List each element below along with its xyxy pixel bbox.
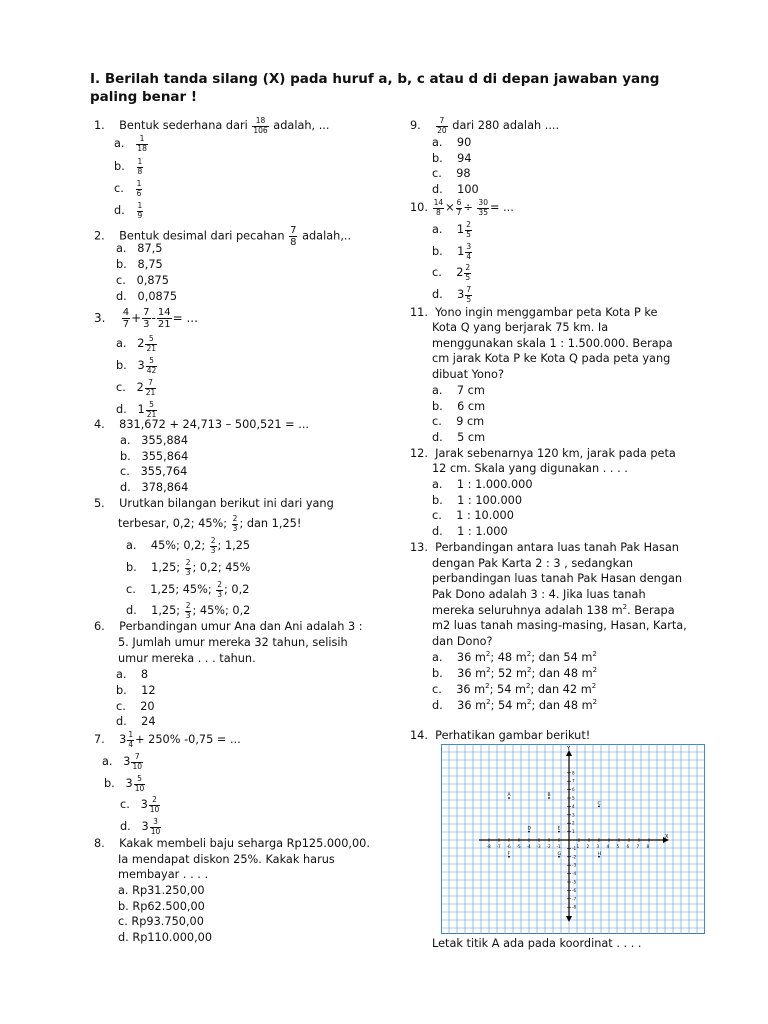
option-12a[interactable]: a. 1 : 1.000.000: [432, 478, 533, 491]
option-6d[interactable]: d. 24: [116, 715, 156, 728]
x-tick-label: 3: [596, 844, 600, 849]
question-6-line2: 5. Jumlah umur mereka 32 tahun, selisih: [118, 636, 348, 649]
option-10d[interactable]: d. 3 $\frac{7}{5}$: [432, 285, 472, 304]
coordinate-grid: [441, 744, 705, 934]
question-13-line3: perbandingan luas tanah Pak Hasan dengan: [432, 572, 683, 585]
x-tick-label: -4: [526, 844, 531, 849]
option-9a[interactable]: a. 90: [432, 136, 472, 149]
option-13a[interactable]: a. 36 $m^2$; 48 $m^2$; dan 54 $m^2$: [432, 650, 597, 664]
question-9: 9. $\frac{7}{20}$ dari 280 adalah ....: [410, 116, 560, 135]
y-axis-label: Y: [567, 746, 571, 752]
option-7c[interactable]: c. 3 $\frac{2}{10}$: [120, 795, 160, 814]
x-tick-label: -5: [516, 844, 521, 849]
y-tick-label: 2: [572, 820, 575, 826]
y-tick-label: -1: [572, 845, 577, 851]
question-2: 2. Bentuk desimal dari pecahan $\frac{7}{8}$ adalah,..: [94, 225, 352, 248]
question-11: 11. Yono ingin menggambar peta Kota P ke: [410, 306, 658, 319]
option-6a[interactable]: a. 8: [116, 668, 149, 681]
question-6-line3: umur mereka . . . tahun.: [118, 652, 256, 665]
y-tick-label: -2: [572, 854, 577, 860]
option-2b[interactable]: b. 8,75: [116, 258, 163, 271]
question-5-line2: terbesar, 0,2; 45%; $\frac{2}{3}$ ; dan 1,25!: [118, 514, 302, 533]
option-13b[interactable]: b. 36 $m^2$; 52 $m^2$; dan 48 $m^2$: [432, 666, 598, 680]
x-tick-label: -7: [496, 844, 501, 849]
x-tick-label: -2: [546, 844, 551, 849]
question-13-line2: dengan Pak Karta 2 : 3 , sedangkan: [432, 557, 634, 570]
question-4: 4. 831,672 + 24,713 – 500,521 = ...: [94, 418, 310, 431]
y-tick-label: 1: [572, 829, 575, 835]
point-label-f: F: [507, 851, 511, 857]
instruction-title: I. Berilah tanda silang (X) pada huruf a, b, c atau d di depan jawaban yang paling benar !: [90, 71, 660, 105]
option-5a[interactable]: a. 45%; 0,2; $\frac{2}{3}$ ; 1,25: [126, 536, 251, 555]
option-2a[interactable]: a. 87,5: [116, 242, 163, 255]
x-axis-label: X: [665, 834, 669, 840]
left-column: [94, 117, 394, 957]
question-5: 5. Urutkan bilangan berikut ini dari yang: [94, 497, 334, 510]
question-8: 8. Kakak membeli baju seharga Rp125.000,00.: [94, 837, 370, 850]
option-10b[interactable]: b. 1 $\frac{3}{4}$: [432, 242, 472, 261]
y-tick-label: 7: [572, 778, 575, 784]
option-7d[interactable]: d. 3 $\frac{3}{10}$: [120, 817, 161, 836]
option-8a[interactable]: a. Rp31.250,00: [118, 884, 205, 897]
point-label-c: C: [597, 801, 601, 807]
option-2c[interactable]: c. 0,875: [116, 274, 169, 287]
option-11d[interactable]: d. 5 cm: [432, 431, 486, 444]
option-5b[interactable]: b. 1,25; $\frac{2}{3}$ ; 0,2; 45%: [126, 558, 251, 577]
option-3a[interactable]: a. 2 $\frac{5}{21}$: [116, 334, 157, 353]
x-tick-label: 2: [586, 844, 590, 849]
y-tick-label: -7: [572, 896, 577, 902]
question-12-line2: 12 cm. Skala yang digunakan . . . .: [432, 462, 628, 475]
option-12c[interactable]: c. 1 : 10.000: [432, 509, 514, 522]
option-4d[interactable]: d. 378,864: [120, 481, 189, 494]
option-11c[interactable]: c. 9 cm: [432, 415, 485, 428]
x-tick-label: -3: [536, 844, 541, 849]
x-tick-label: 5: [616, 844, 620, 849]
question-11-line2: Kota Q yang berjarak 75 km. Ia: [432, 321, 609, 334]
option-10c[interactable]: c. 2 $\frac{2}{5}$: [432, 263, 471, 282]
x-tick-label: 1: [576, 844, 580, 849]
option-9c[interactable]: c. 98: [432, 167, 471, 180]
y-tick-label: 6: [572, 787, 575, 793]
question-11-line3: menggunakan skala 1 : 1.500.000. Berapa: [432, 337, 673, 350]
y-tick-label: -3: [572, 862, 577, 868]
y-tick-label: 4: [572, 803, 575, 809]
option-5c[interactable]: c. 1,25; 45%; $\frac{2}{3}$ ; 0,2: [126, 580, 250, 599]
option-7b[interactable]: b. 3 $\frac{5}{10}$: [104, 774, 145, 793]
option-4a[interactable]: a. 355,884: [120, 434, 189, 447]
point-label-h: H: [597, 851, 601, 857]
point-label-e: E: [557, 826, 561, 832]
question-6: 6. Perbandingan umur Ana dan Ani adalah 3 :: [94, 620, 363, 633]
question-13: 13. Perbandingan antara luas tanah Pak Hasan: [410, 541, 679, 554]
question-12: 12. Jarak sebenarnya 120 km, jarak pada peta: [410, 447, 676, 460]
y-tick-label: 8: [572, 770, 575, 776]
option-10a[interactable]: a. 1 $\frac{2}{5}$: [432, 220, 471, 239]
question-13-line4: Pak Dono adalah 3 : 4. Jika luas tanah: [432, 588, 646, 601]
x-tick-label: 6: [626, 844, 630, 849]
x-tick-label: -6: [506, 844, 511, 849]
y-tick-label: 5: [572, 795, 575, 801]
x-tick-label: 7: [636, 844, 640, 849]
option-1a[interactable]: a. $\frac{1}{18}$: [114, 134, 147, 153]
question-1: 1. Bentuk sederhana dari $\frac{18}{106}$ adalah, ...: [94, 116, 330, 135]
option-12b[interactable]: b. 1 : 100.000: [432, 494, 523, 507]
option-4b[interactable]: b. 355,864: [120, 450, 189, 463]
question-8-line3: membayar . . . .: [118, 868, 209, 881]
option-3b[interactable]: b. 3 $\frac{5}{42}$: [116, 356, 157, 375]
option-9d[interactable]: d. 100: [432, 183, 479, 196]
option-13d[interactable]: d. 36 $m^2$; 54 $m^2$; dan 48 $m^2$: [432, 698, 598, 712]
option-5d[interactable]: d. 1,25; $\frac{2}{3}$ ; 45%; 0,2: [126, 601, 251, 620]
option-9b[interactable]: b. 94: [432, 152, 472, 165]
y-tick-label: -6: [572, 887, 577, 893]
question-10: 10. $\frac{14}{8}$ × $\frac{6}{7}$ ÷ $\frac{30}{35}$ = ...: [410, 198, 514, 217]
point-label-d: D: [527, 826, 531, 832]
option-1c[interactable]: c. $\frac{1}{6}$: [114, 179, 142, 198]
question-14-footer: Letak titik A ada pada koordinat . . . .: [432, 937, 642, 950]
option-11a[interactable]: a. 7 cm: [432, 384, 485, 397]
option-1d[interactable]: d. $\frac{1}{9}$: [114, 201, 143, 220]
y-tick-label: -8: [572, 904, 577, 910]
x-tick-label: -1: [556, 844, 561, 849]
option-3d[interactable]: d. 1 $\frac{5}{21}$: [116, 400, 157, 419]
point-label-b: B: [547, 793, 551, 798]
option-13c[interactable]: c. 36 $m^2$; 54 $m^2$; dan 42 $m^2$: [432, 682, 597, 696]
question-7: 7. 3 $\frac{1}{4}$ + 250% -0,75 = ...: [94, 730, 241, 749]
x-tick-label: 8: [646, 844, 650, 849]
option-11b[interactable]: b. 6 cm: [432, 400, 486, 413]
point-label-g: G: [557, 851, 561, 857]
question-14: 14. Perhatikan gambar berikut!: [410, 729, 591, 742]
option-6c[interactable]: c. 20: [116, 700, 155, 713]
option-8b[interactable]: b. Rp62.500,00: [118, 900, 205, 913]
option-8c[interactable]: c. Rp93.750,00: [118, 915, 204, 928]
x-tick-label: -8: [486, 844, 491, 849]
question-8-line2: Ia mendapat diskon 25%. Kakak harus: [118, 853, 335, 866]
y-tick-label: -5: [572, 879, 577, 885]
y-tick-label: -4: [572, 871, 577, 877]
option-6b[interactable]: b. 12: [116, 684, 156, 697]
option-4c[interactable]: c. 355,764: [120, 465, 188, 478]
point-label-a: A: [507, 793, 511, 798]
x-tick-label: 4: [606, 844, 610, 849]
option-7a[interactable]: a. 3 $\frac{7}{10}$: [102, 752, 143, 771]
option-8d[interactable]: d. Rp110.000,00: [118, 931, 213, 944]
question-3: 3. $\frac{4}{7}$ + $\frac{7}{3}$ - $\frac{14}{21}$ = ...: [94, 307, 198, 330]
question-11-line4: cm jarak Kota P ke Kota Q pada peta yang: [432, 352, 671, 365]
option-1b[interactable]: b. $\frac{1}{8}$: [114, 157, 143, 176]
question-13-line7: dan Dono?: [432, 635, 493, 648]
option-2d[interactable]: d. 0,0875: [116, 290, 178, 303]
option-3c[interactable]: c. 2 $\frac{7}{21}$: [116, 378, 156, 397]
question-11-line5: dibuat Yono?: [432, 368, 504, 381]
question-13-line5: mereka seluruhnya adalah 138 $m^2$. Berapa: [432, 603, 675, 617]
y-tick-label: 3: [572, 812, 575, 818]
question-13-line6: m2 luas tanah masing-masing, Hasan, Karta,: [432, 619, 687, 632]
option-12d[interactable]: d. 1 : 1.000: [432, 525, 508, 538]
